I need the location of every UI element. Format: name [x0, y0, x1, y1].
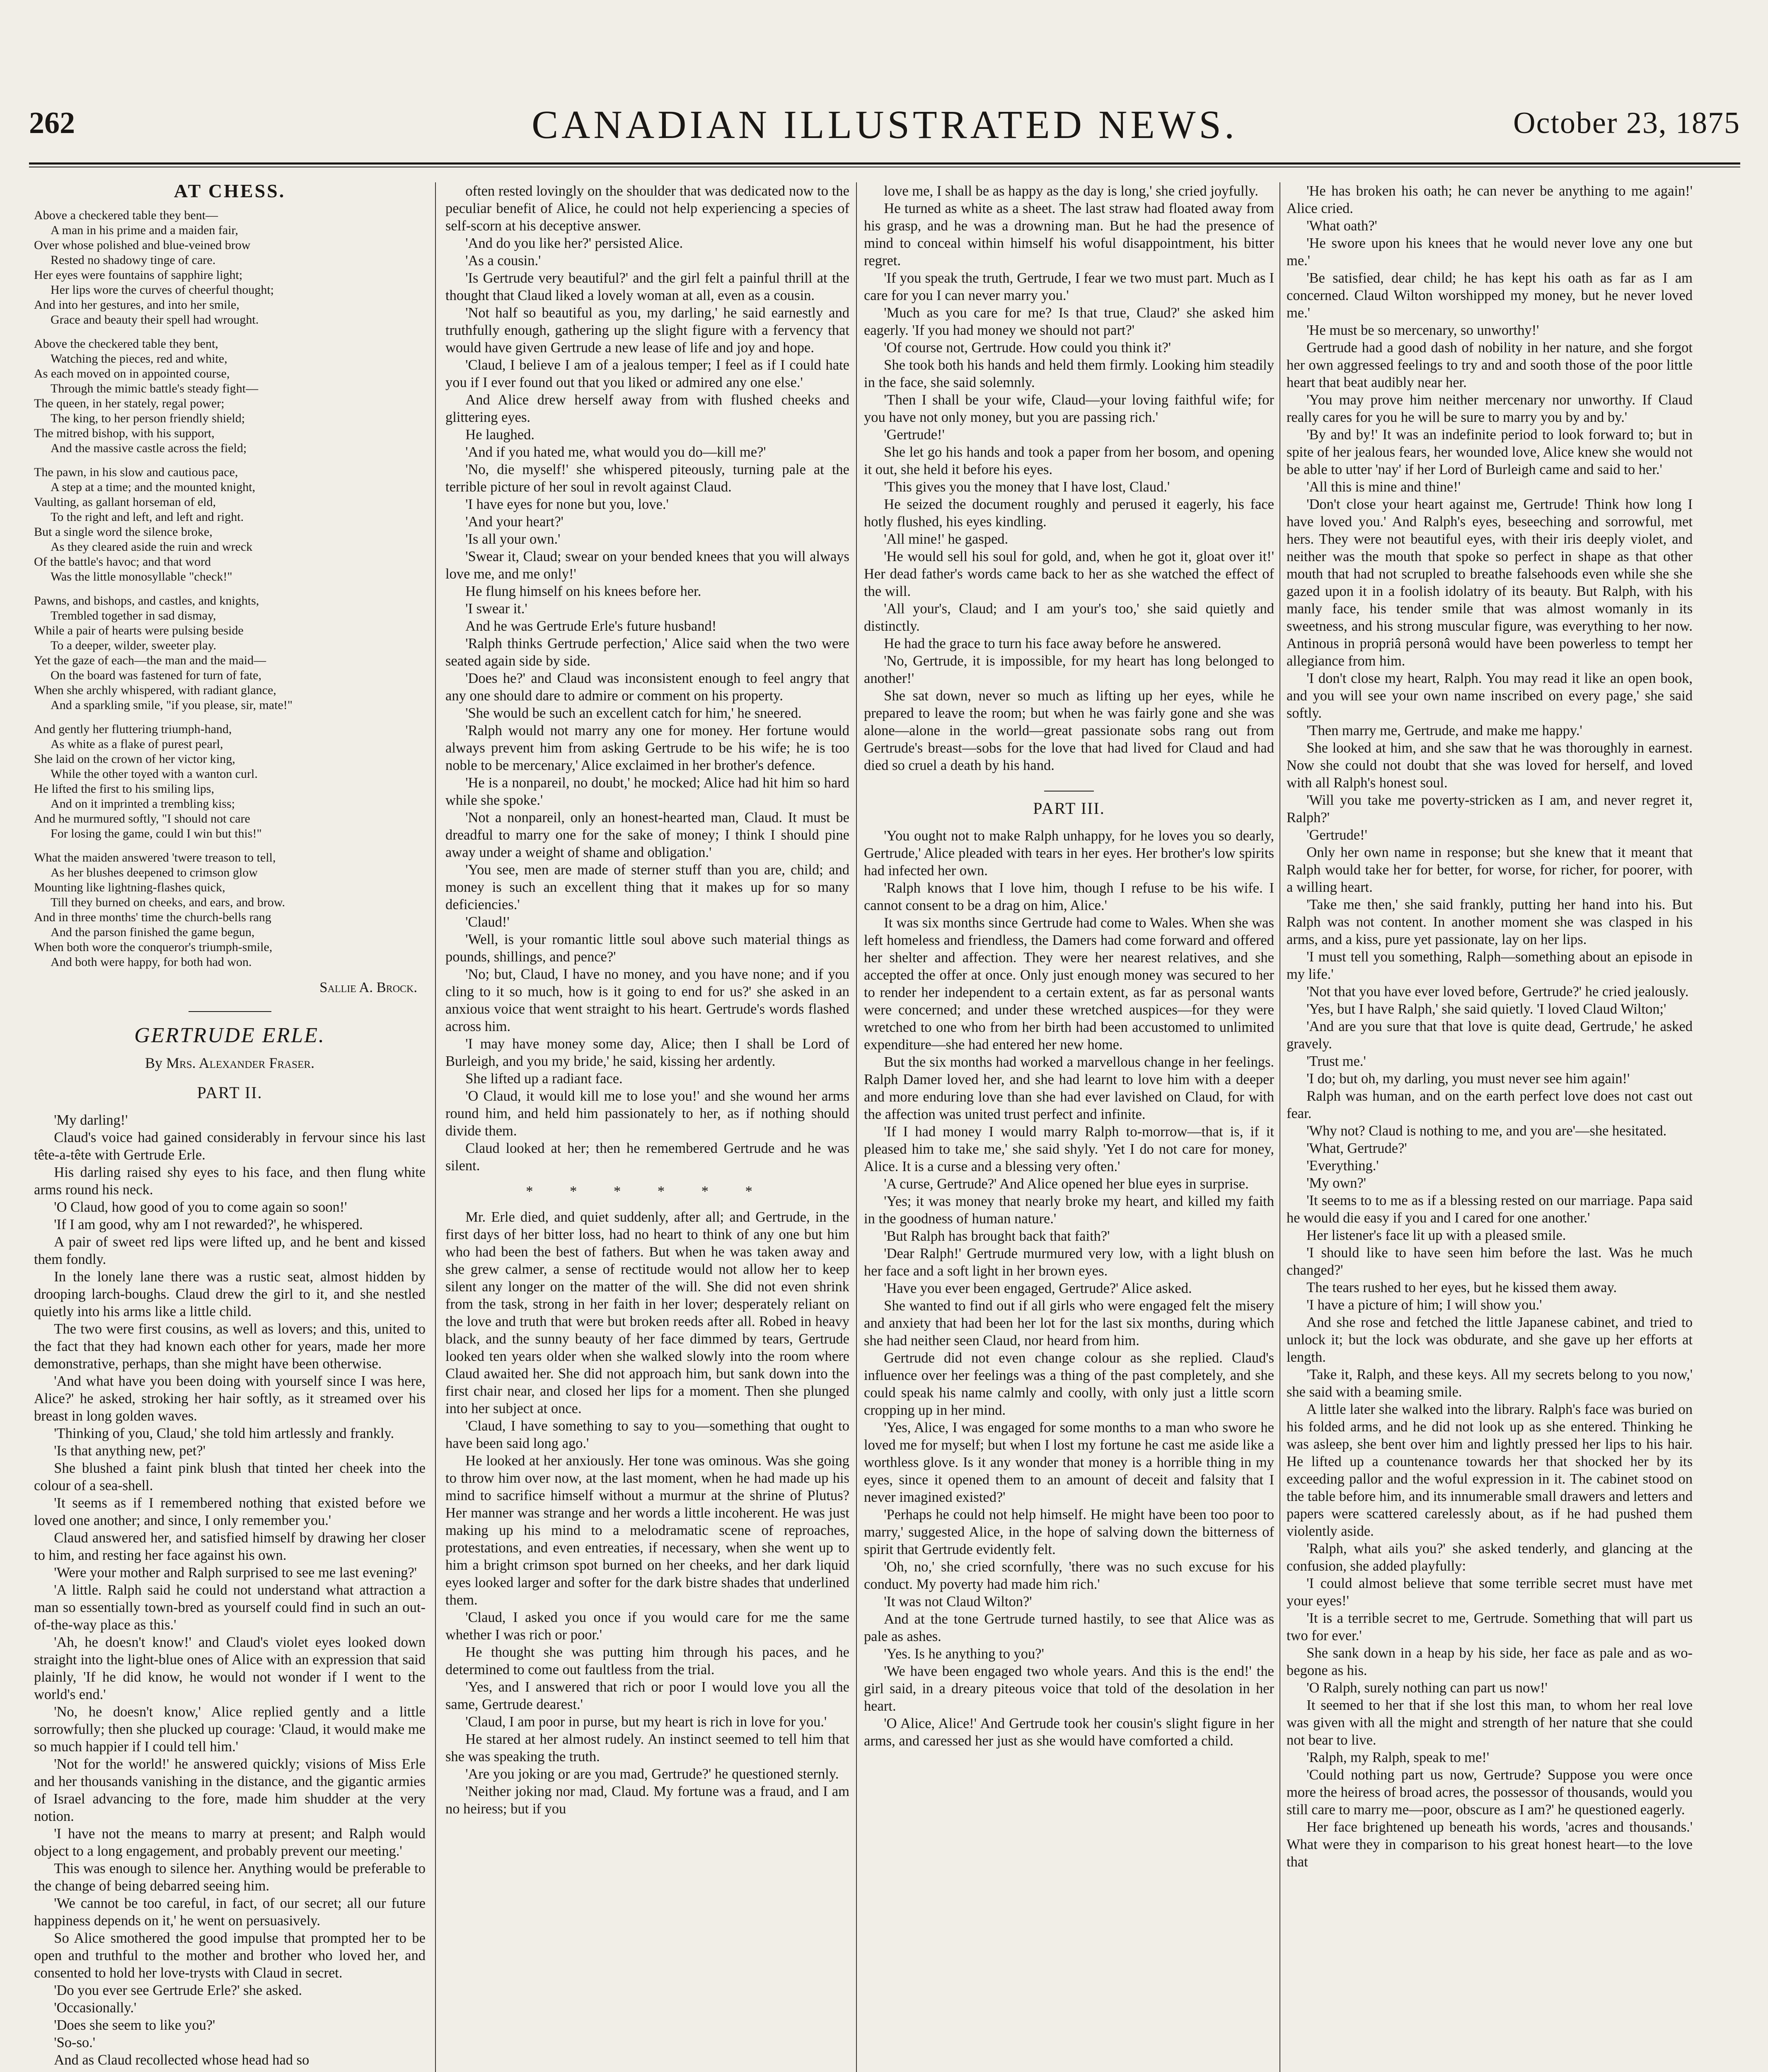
paragraph: 'Ralph thinks Gertrude perfection,' Alice said when the two were seated again side by side.: [445, 636, 849, 669]
paragraph: 'Ralph knows that I love him, though I refuse to be his wife. I cannot consent to be a drag on him, Alice.': [864, 880, 1274, 913]
poem-line: Grace and beauty their spell had wrought.: [51, 313, 259, 327]
paragraph: 'Ralph, my Ralph, speak to me!': [1306, 1750, 1490, 1765]
paragraph: But the six months had worked a marvellous change in her feelings. Ralph Damer loved her, and she had learnt to love him with a deeper and more enduring love than she had ever lavished on Claud, for with the affection was united trust perfect and infinite.: [864, 1054, 1274, 1122]
paragraph: 'O Alice, Alice!' And Gertrude took her cousin's slight figure in her arms, and caressed her just as she would have comforted a child.: [864, 1716, 1274, 1749]
poem-stanza: [34, 722, 426, 841]
paragraph: 'Were your mother and Ralph surprised to see me last evening?': [54, 1565, 417, 1581]
paragraph: 'He swore upon his knees that he would never love any one but me.': [1287, 235, 1693, 269]
poem-line: He lifted the first to his smiling lips,: [34, 782, 214, 796]
paragraph: 'I should like to have seen him before the last. Was he much changed?': [1287, 1245, 1693, 1278]
paragraph: 'Don't close your heart against me, Gertrude! Think how long I have loved you.' And Ralph's eyes, beseeching and sorrowful, met hers. They were not beautiful eyes, with their iris deeply violet, and neither was the mouth that spoke so perfect in shape as that other mouth that had not scrupled to breathe falsehoods even while she she gazed upon it in a foolish idolatry of its beauty. But Ralph, with his manly face, his tender smile that was almost womanly in its sweetness, and his strong muscular figure, was everything to her now. Antinous in propriâ personâ would have been powerless to tempt her allegiance from him.: [1287, 496, 1693, 669]
paragraph: 'I have eyes for none but you, love.': [465, 496, 669, 512]
paragraph: Gertrude did not even change colour as she replied. Claud's influence over her feelings was a thing of the past completely, and she could speak his name calmly and coolly, with only just a little scorn cropping up in her mind.: [864, 1350, 1274, 1418]
poem-line: While a pair of hearts were pulsing beside: [34, 624, 244, 637]
paragraph: 'I swear it.': [465, 601, 527, 617]
paragraph: He stared at her almost rudely. An instinct seemed to tell him that she was speaking the truth.: [445, 1731, 849, 1765]
paragraph: She lifted up a radiant face.: [465, 1071, 623, 1087]
paragraph: 'Yes; it was money that nearly broke my heart, and killed my faith in the goodness of human nature.': [864, 1193, 1274, 1227]
paragraph: 'Why not? Claud is nothing to me, and you are'—she hesitated.: [1306, 1123, 1667, 1139]
part-heading: PART II.: [197, 1083, 263, 1102]
paragraph: And Alice drew herself away from with flushed cheeks and glittering eyes.: [445, 392, 849, 425]
poem-line: While the other toyed with a wanton curl.: [51, 767, 258, 781]
paragraph: He flung himself on his knees before her.: [465, 583, 701, 599]
poem-line: The mitred bishop, with his support,: [34, 426, 215, 440]
paragraph: often rested lovingly on the shoulder that was dedicated now to the peculiar benefit of Alice, he could not help experiencing a species of self-scorn at his deceptive answer.: [445, 183, 849, 234]
paragraph: 'It seems to to me as if a blessing rested on our marriage. Papa said he would die easy if you and I cared for one another.': [1287, 1193, 1693, 1226]
paragraph: She wanted to find out if all girls who were engaged felt the misery and anxiety that had been her lot for the last six months, during which she had neither seen Claud, nor heard from him.: [864, 1298, 1274, 1348]
section-break: * * * * * *: [526, 1184, 769, 1199]
poem-line: Her eyes were fountains of sapphire light;: [34, 268, 243, 282]
paragraph: 'Dear Ralph!' Gertrude murmured very low, with a light blush on her face and a soft light in her brown eyes.: [864, 1246, 1274, 1279]
poem-line: As white as a flake of purest pearl,: [51, 737, 223, 751]
paragraph: 'It seems as if I remembered nothing that existed before we loved one another; and since, I only remember you.': [34, 1495, 426, 1528]
paragraph: 'He has broken his oath; he can never be anything to me again!' Alice cried.: [1287, 183, 1693, 216]
masthead: CANADIAN ILLUSTRATED NEWS.: [532, 102, 1238, 147]
paragraph: 'Does she seem to like you?': [54, 2017, 215, 2033]
column-3: [864, 182, 1274, 2072]
paragraph: She let go his hands and took a paper from her bosom, and opening it out, she held it before his eyes.: [864, 444, 1274, 477]
paragraph: 'I don't close my heart, Ralph. You may read it like an open book, and you will see your own name inscribed on every page,' she said softly.: [1287, 670, 1693, 721]
poem-line: Was the little monosyllable "check!": [51, 570, 232, 583]
paragraph: A little later she walked into the library. Ralph's face was buried on his folded arms, and he did not look up as she entered. Thinking he was asleep, she bent over him and lightly pressed her lips to his hair. He lifted up a countenance towards her that shocked her by its exceeding pallor and the woful expression in it. The cabinet stood on the table before him, and its innumerable small drawers and letters and papers were scattered carelessly about, as if he had pushed them violently aside.: [1287, 1402, 1693, 1539]
column-3-text: [864, 182, 1274, 774]
header-rule: [29, 162, 1740, 165]
section-divider: [189, 1011, 271, 1012]
paragraph: Ralph was human, and on the earth perfect love does not cast out fear.: [1287, 1088, 1693, 1121]
poem-stanza: [34, 593, 426, 713]
byline-author: Mrs. Alexander Fraser.: [166, 1055, 314, 1071]
story-title: GERTRUDE ERLE.: [134, 1024, 325, 1047]
paragraph: So Alice smothered the good impulse that prompted her to be open and truthful to the mother and brother who loved her, and consented to hold her love-trysts with Claud in secret.: [34, 1930, 426, 1981]
story-byline: [34, 1054, 426, 1072]
paragraph: 'Yes, but I have Ralph,' she said quietly. 'I loved Claud Wilton;': [1306, 1001, 1666, 1017]
paragraph: It was six months since Gertrude had come to Wales. When she was left homeless and friendless, the Damers had come forward and offered her shelter and affection. They were her nearest relatives, and she accepted the offer at once. Only just enough money was secured to her to render her independent to a certain extent, as far as personal wants were concerned; and under these wretched auspices—for they were wretched to one who from her birth had been accustomed to unlimited expenditure—she had entered her new home.: [864, 915, 1274, 1053]
paragraph: 'He must be so mercenary, so unworthy!': [1306, 322, 1539, 338]
poem-line: When both wore the conqueror's triumph-smile,: [34, 940, 273, 954]
paragraph: 'Swear it, Claud; swear on your bended knees that you will always love me, and me only!': [445, 549, 849, 582]
paragraph: His darling raised shy eyes to his face, and then flung white arms round his neck.: [34, 1164, 426, 1198]
poem-line: Over whose polished and blue-veined brow: [34, 238, 251, 252]
paragraph: 'Perhaps he could not help himself. He might have been too poor to marry,' suggested Alice, in the hope of salving down the bitterness of spirit that Gertrude evidently felt.: [864, 1507, 1274, 1557]
paragraph: 'And do you like her?' persisted Alice.: [465, 235, 683, 251]
poem-line: And in three months' time the church-bells rang: [34, 910, 271, 924]
poem-line: To a deeper, wilder, sweeter play.: [51, 639, 217, 652]
poem-line: Her lips wore the curves of cheerful thought;: [51, 283, 274, 297]
paragraph: 'No, Gertrude, it is impossible, for my heart has long belonged to another!': [864, 653, 1274, 686]
paragraph: 'It is a terrible secret to me, Gertrude. Something that will part us two for ever.': [1287, 1610, 1693, 1644]
paragraph: 'Claud, I asked you once if you would care for me the same whether I was rich or poor.': [445, 1610, 849, 1643]
paragraph: 'What, Gertrude?': [1306, 1140, 1407, 1156]
poem-line: And he murmured softly, "I should not care: [34, 812, 250, 825]
paragraph: 'Of course not, Gertrude. How could you think it?': [884, 340, 1171, 356]
paragraph: 'I could almost believe that some terrible secret must have met your eyes!': [1287, 1576, 1693, 1609]
column-2-text: [445, 182, 849, 1174]
paragraph: 'Does he?' and Claud was inconsistent enough to feel angry that any one should dare to admire or comment on his property.: [445, 670, 849, 704]
paragraph: This was enough to silence her. Anything would be preferable to the change of being debarred seeing him.: [34, 1861, 426, 1894]
poem-stanza: [34, 850, 426, 970]
paragraph: 'I do; but oh, my darling, you must never see him again!': [1306, 1071, 1630, 1087]
poem-line: What the maiden answered 'twere treason to tell,: [34, 851, 276, 864]
paragraph: 'What oath?': [1306, 218, 1377, 234]
column-divider: [1279, 182, 1280, 2072]
paragraph: He turned as white as a sheet. The last straw had floated away from his grasp, and he was a drowning man. But he had the presence of mind to conceal within himself his woful disappointment, his bitter regret.: [864, 201, 1274, 269]
byline-prefix: By: [145, 1055, 163, 1071]
poem-line: Above the checkered table they bent,: [34, 337, 218, 351]
paragraph: Claud answered her, and satisfied himself by drawing her closer to him, and resting her face against his own.: [34, 1530, 426, 1563]
poem-line: Watching the pieces, red and white,: [51, 352, 227, 366]
paragraph: love me, I shall be as happy as the day is long,' she cried joyfully.: [884, 183, 1258, 199]
paragraph: 'My darling!': [54, 1112, 128, 1128]
paragraph: And she rose and fetched the little Japanese cabinet, and tried to unlock it; but the lock was obdurate, and she gave up her efforts at length.: [1287, 1314, 1693, 1365]
poem-line: But a single word the silence broke,: [34, 525, 213, 539]
paragraph: And at the tone Gertrude turned hastily, to see that Alice was as pale as ashes.: [864, 1611, 1274, 1644]
paragraph: He had the grace to turn his face away before he answered.: [884, 636, 1221, 651]
paragraph: 'O Ralph, surely nothing can part us now!': [1306, 1680, 1548, 1696]
paragraph: 'If I had money I would marry Ralph to-morrow—that is, if it pleased him to take me,' she said shyly. 'Yet I do not care for money, Alice. It is a curse and a blessing very often.': [864, 1124, 1274, 1174]
poem-stanza: [34, 208, 426, 327]
paragraph: 'So-so.': [54, 2035, 95, 2050]
poem-line: She laid on the crown of her victor king,: [34, 752, 235, 766]
paragraph: He thought she was putting him through his paces, and he determined to come out faultless from the trial.: [445, 1644, 849, 1677]
paragraph: 'Not half so beautiful as you, my darling,' he said earnestly and truthfully enough, gathering up the slight figure with a fervency that would have given Gertrude a new lease of life and joy and hope.: [445, 305, 849, 356]
paragraph: 'Ralph would not marry any one for money. Her fortune would always prevent him from asking Gertrude to be his wife; he is too noble to be mercenary,' Alice exclaimed in her brother's defence.: [445, 723, 849, 773]
column-divider: [856, 182, 857, 2072]
paragraph: 'I may have money some day, Alice; then I shall be Lord of Burleigh, and you my bride,' he said, kissing her ardently.: [445, 1036, 849, 1069]
paragraph: She looked at him, and she saw that he was thoroughly in earnest. Now she could not doubt that she was loved for herself, and loved with all Ralph's honest soul.: [1287, 740, 1693, 791]
poem-line: And into her gestures, and into her smile,: [34, 298, 239, 312]
paragraph: 'If you speak the truth, Gertrude, I fear we two must part. Much as I care for you I can never marry you.': [864, 270, 1274, 303]
part-heading: PART III.: [1033, 799, 1105, 818]
paragraph: 'Trust me.': [1306, 1053, 1366, 1069]
paragraph: 'I must tell you something, Ralph—something about an episode in my life.': [1287, 949, 1693, 982]
column-1-text: [34, 1111, 426, 2069]
poem-line: Yet the gaze of each—the man and the maid—: [34, 654, 266, 667]
paragraph: She blushed a faint pink blush that tinted her cheek into the colour of a sea-shell.: [34, 1460, 426, 1493]
paragraph: Her listener's face lit up with a pleased smile.: [1306, 1227, 1566, 1243]
paragraph: 'And what have you been doing with yourself since I was here, Alice?' he asked, stroking her hair softly, as it streamed over his breast in long golden waves.: [34, 1373, 426, 1424]
column-2-text-continued: [445, 1208, 849, 1818]
poem-line: Mounting like lightning-flashes quick,: [34, 881, 225, 894]
poem-line: A step at a time; and the mounted knight,: [51, 480, 256, 494]
paragraph: 'Do you ever see Gertrude Erle?' she asked.: [54, 1982, 302, 1998]
paragraph: 'Well, is your romantic little soul above such material things as pounds, shillings, and pence?': [445, 932, 849, 965]
paragraph: 'All this is mine and thine!': [1306, 479, 1461, 495]
poem-line: As they cleared aside the ruin and wreck: [51, 540, 253, 554]
poem-line: A man in his prime and a maiden fair,: [51, 223, 238, 237]
paragraph: 'A curse, Gertrude?' And Alice opened her blue eyes in surprise.: [884, 1176, 1249, 1192]
paragraph: 'Ah, he doesn't know!' and Claud's violet eyes looked down straight into the light-blue ones of Alice with an expression that said plainly, 'If he did know, he would not wonder if I went to the world's end.': [34, 1634, 426, 1702]
poem-stanza: [34, 465, 426, 584]
paragraph: 'Take me then,' she said frankly, putting her hand into his. But Ralph was not content. In another moment she was clasped in his arms, and a kiss, pure yet passionate, lay on her lips.: [1287, 897, 1693, 947]
paragraph: Mr. Erle died, and quiet suddenly, after all; and Gertrude, in the first days of her bitter loss, had no heart to think of any one but him who had been the best of fathers. But when he was taken away and she grew calmer, a sense of rectitude would not allow her to keep silent any longer on the matter of the will. She did not even shrink from the task, strong in her faith in her lover; desperately reliant on the love and truth that were but broken reeds after all. Robed in heavy black, and the sunny beauty of her face dimmed by tears, Gertrude looked ten years older when she walked slowly into the room where Claud awaited her. She did not approach him, but sank down into the first chair near, and closed her lips for a moment. Then she plunged into her subject at once.: [445, 1209, 849, 1416]
poem-line: Of the battle's havoc; and that word: [34, 555, 211, 569]
paragraph: 'Much as you care for me? Is that true, Claud?' she asked him eagerly. 'If you had money we should not part?': [864, 305, 1274, 338]
poem-author: Sallie A. Brock.: [319, 980, 417, 995]
paragraph: 'Then marry me, Gertrude, and make me happy.': [1306, 723, 1582, 738]
paragraph: 'Occasionally.': [54, 2000, 137, 2016]
paragraph: 'Be satisfied, dear child; he has kept his oath as far as I am concerned. Claud Wilton worshipped my money, but he never loved me.': [1287, 270, 1693, 321]
paragraph: It seemed to her that if she lost this man, to whom her real love was given with all the might and strength of her nature that she could not bear to live.: [1287, 1697, 1693, 1748]
paragraph: 'You may prove him neither mercenary nor unworthy. If Claud really cares for you he will be sure to marry you by and by.': [1287, 392, 1693, 425]
paragraph: 'All your's, Claud; and I am your's too,' she said quietly and distinctly.: [864, 601, 1274, 634]
paragraph: 'If I am good, why am I not rewarded?', he whispered.: [54, 1217, 363, 1232]
page-header: [29, 102, 1740, 155]
poem-line: As her blushes deepened to crimson glow: [51, 866, 258, 879]
paragraph: He seized the document roughly and perused it eagerly, his face hotly flushed, his eyes kindling.: [864, 496, 1274, 530]
paragraph: Her face brightened up beneath his words, 'acres and thousands.' What were they in comparison to his great honest heart—to the love that: [1287, 1819, 1693, 1870]
paragraph: He laughed.: [465, 427, 535, 443]
paragraph: 'No, die myself!' she whispered piteously, turning pale at the terrible picture of her soul in revolt against Claud.: [445, 462, 849, 495]
poem-line: And the massive castle across the field;: [51, 441, 247, 455]
poem-line: Vaulting, as gallant horseman of eld,: [34, 495, 216, 509]
paragraph: 'She would be such an excellent catch for him,' he sneered.: [465, 705, 802, 721]
page-number: 262: [29, 106, 75, 140]
paragraph: 'Will you take me poverty-stricken as I am, and never regret it, Ralph?': [1287, 792, 1693, 825]
paragraph: 'He is a nonpareil, no doubt,' he mocked; Alice had hit him so hard while she spoke.': [445, 775, 849, 808]
poem-line: Pawns, and bishops, and castles, and knights,: [34, 594, 259, 608]
paragraph: 'Not for the world!' he answered quickly; visions of Miss Erle and her thousands vanishing in the distance, and the gigantic armies of Israel advancing to the fore, made him shudder at the very notion.: [34, 1756, 426, 1824]
poem-line: As each moved on in appointed course,: [34, 367, 230, 380]
poem-line: And on it imprinted a trembling kiss;: [51, 797, 235, 811]
paragraph: She sat down, never so much as lifting up her eyes, while he prepared to leave the room; but when he was fairly gone and she was alone—alone in the world—great passionate sobs rang out from Gertrude's breast—sobs for the love that had lived for Claud and had died so cruel a death by his hand.: [864, 688, 1274, 773]
paragraph: 'Not that you have ever loved before, Gertrude?' he cried jealously.: [1306, 984, 1689, 1000]
column-3-text-continued: [864, 827, 1274, 1750]
paragraph: 'Yes, Alice, I was engaged for some months to a man who swore he loved me for myself; but when I lost my fortune he cast me aside like a worthless glove. Is it any wonder that money is a horrible thing in my eyes, since it opened them to an amount of deceit and falsity that I never imagined existed?': [864, 1420, 1274, 1505]
paragraph: 'Ralph, what ails you?' she asked tenderly, and glancing at the confusion, she added playfully:: [1287, 1541, 1693, 1574]
paragraph: 'No, he doesn't know,' Alice replied gently and a little sorrowfully; then she plucked up courage: 'Claud, it would make me so much happier if I could tell him.': [34, 1704, 426, 1755]
paragraph: He looked at her anxiously. Her tone was ominous. Was she going to throw him over now, at the last moment, when he had made up his mind to sacrifice himself without a murmur at the shrine of Plutus? Her manner was strange and her words a little incoherent. He was just making up his mind to a melodramatic scene of reproaches, protestations, and even entreaties, if necessary, when she went up to him a bright crimson spot burned on her cheeks, and her dark liquid eyes looked larger and softer for the dark bistre shades that underlined them.: [445, 1453, 849, 1608]
paragraph: 'This gives you the money that I have lost, Claud.': [884, 479, 1170, 495]
paragraph: The two were first cousins, as well as lovers; and this, united to the fact that they had known each other for years, made her more demonstrative, perhaps, than she might have been otherwise.: [34, 1321, 426, 1372]
paragraph: 'O Claud, how good of you to come again so soon!': [54, 1199, 347, 1215]
paragraph: 'We cannot be too careful, in fact, of our secret; all our future happiness depends on it,' he went on persuasively.: [34, 1895, 426, 1929]
paragraph: 'And if you hated me, what would you do—kill me?': [465, 444, 766, 460]
paragraph: 'Claud!': [465, 914, 510, 930]
paragraph: 'I have a picture of him; I will show you.': [1306, 1297, 1542, 1313]
paragraph: 'O Claud, it would kill me to lose you!' and she wound her arms round him, and held him passionately to her, as if nothing should divide them.: [445, 1088, 849, 1139]
paragraph: 'But Ralph has brought back that faith?': [884, 1228, 1110, 1244]
paragraph: 'We have been engaged two whole years. And this is the end!' the girl said, in a dreary piteous voice that told of the desolation in her heart.: [864, 1663, 1274, 1714]
poem-line: The pawn, in his slow and cautious pace,: [34, 465, 238, 479]
paragraph: 'Is that anything new, pet?': [54, 1443, 206, 1459]
paragraph: 'As a cousin.': [465, 253, 541, 269]
paragraph: Gertrude had a good dash of nobility in her nature, and she forgot her own aggressed feelings to try and and sooth those of the poor little heart that beat audibly near her.: [1287, 340, 1693, 390]
paragraph: 'A little. Ralph said he could not understand what attraction a man so essentially town-bred as yourself could find in such an out-of-the-way place as this.': [34, 1582, 426, 1633]
paragraph: Only her own name in response; but she knew that it meant that Ralph would take her for better, for worse, for richer, for poorer, with a willing heart.: [1287, 845, 1693, 895]
poem-line: And a sparkling smile, "if you please, sir, mate!": [51, 698, 293, 712]
paragraph: 'Gertrude!': [1306, 827, 1367, 843]
paragraph: 'Neither joking nor mad, Claud. My fortune was a fraud, and I am no heiress; but if you: [445, 1784, 849, 1817]
paragraph: 'Have you ever been engaged, Gertrude?' Alice asked.: [884, 1280, 1192, 1296]
paragraph: She took both his hands and held them firmly. Looking him steadily in the face, she said solemnly.: [864, 357, 1274, 390]
poem-line: Trembled together in sad dismay,: [51, 609, 216, 622]
paragraph: 'I have not the means to marry at present; and Ralph would object to a long engagement, and probably prevent our meeting.': [34, 1826, 426, 1859]
paragraph: 'You ought not to make Ralph unhappy, for he loves you so dearly, Gertrude,' Alice pleaded with tears in her eyes. Her brother's low spirits had infected her own.: [864, 828, 1274, 879]
paragraph: 'Claud, I am poor in purse, but my heart is rich in love for you.': [465, 1714, 827, 1730]
poem-line: Rested no shadowy tinge of care.: [51, 253, 216, 267]
paragraph: 'Are you joking or are you mad, Gertrude?' he questioned sternly.: [465, 1766, 839, 1782]
column-divider: [435, 182, 436, 2072]
paragraph: 'Thinking of you, Claud,' she told him artlessly and frankly.: [54, 1426, 394, 1441]
paragraph: In the lonely lane there was a rustic seat, almost hidden by drooping larch-boughs. Claud drew the girl to it, and she nestled quietly into his arms like a little child.: [34, 1269, 426, 1319]
paragraph: 'Could nothing part us now, Gertrude? Suppose you were once more the heiress of broad acres, the possessor of thousands, would you still care to marry me—poor, obscure as I am?' he questioned eagerly.: [1287, 1767, 1693, 1818]
paragraph: 'Yes, and I answered that rich or poor I would love you all the same, Gertrude dearest.': [445, 1679, 849, 1712]
section-divider: [1044, 791, 1094, 792]
paragraph: 'He would sell his soul for gold, and, when he got it, gloat over it!' Her dead father's words came back to her as she watched the effect of the will.: [864, 549, 1274, 599]
poem-line: The king, to her person friendly shield;: [51, 411, 245, 425]
poem-line: Till they burned on cheeks, and ears, and brow.: [51, 896, 285, 909]
paragraph: 'And are you sure that that love is quite dead, Gertrude,' he asked gravely.: [1287, 1019, 1693, 1052]
paragraph: 'Claud, I believe I am of a jealous temper; I feel as if I could hate you if I ever found out that you liked or admired any one else.': [445, 357, 849, 390]
poem-line: Above a checkered table they bent—: [34, 208, 218, 222]
column-4: [1287, 182, 1693, 2072]
paragraph: 'Yes. Is he anything to you?': [884, 1646, 1044, 1662]
poem-body: [34, 208, 426, 970]
paragraph: 'My own?': [1306, 1175, 1367, 1191]
poem-line: And both were happy, for both had won.: [51, 955, 252, 969]
paragraph: And as Claud recollected whose head had so: [54, 2052, 310, 2068]
poem-line: When she archly whispered, with radiant glance,: [34, 683, 276, 697]
poem-title: AT CHESS.: [174, 182, 286, 201]
paragraph: 'Take it, Ralph, and these keys. All my secrets belong to you now,' she said with a beaming smile.: [1287, 1367, 1693, 1400]
poem-line: For losing the game, could I win but this!": [51, 827, 262, 840]
issue-date: October 23, 1875: [1513, 106, 1740, 140]
paragraph: 'All mine!' he gasped.: [884, 531, 1009, 547]
paragraph: 'And your heart?': [465, 514, 564, 530]
paragraph: 'It was not Claud Wilton?': [884, 1594, 1032, 1610]
poem-line: To the right and left, and left and right.: [51, 510, 244, 524]
paragraph: 'Then I shall be your wife, Claud—your loving faithful wife; for you have not only money, but you are passing rich.': [864, 392, 1274, 425]
poem-line: The queen, in her stately, regal power;: [34, 397, 225, 410]
column-2: [445, 182, 849, 2072]
poem-line: Through the mimic battle's steady fight—: [51, 382, 259, 395]
paragraph: The tears rushed to her eyes, but he kissed them away.: [1306, 1280, 1617, 1295]
paragraph: 'Claud, I have something to say to you—something that ought to have been said long ago.': [445, 1418, 849, 1451]
paragraph: 'Everything.': [1306, 1158, 1379, 1174]
paragraph: 'Oh, no,' she cried scornfully, 'there was no such excuse for his conduct. My poverty had made him rich.': [864, 1559, 1274, 1592]
paragraph: 'Not a nonpareil, only an honest-hearted man, Claud. It must be dreadful to marry one for the sake of money; I think I should pine away under a weight of shame and obligation.': [445, 810, 849, 860]
paragraph: 'No; but, Claud, I have no money, and you have none; and if you cling to it so much, how is it going to end for us?' she asked in an anxious voice that went straight to his heart. Gertrude's words flashed across him.: [445, 966, 849, 1034]
poem-stanza: [34, 336, 426, 456]
paragraph: Claud looked at her; then he remembered Gertrude and he was silent.: [445, 1140, 849, 1174]
paragraph: And he was Gertrude Erle's future husband!: [465, 618, 717, 634]
paragraph: She sank down in a heap by his side, her face as pale and as wo-begone as his.: [1287, 1645, 1693, 1678]
column-1: [34, 182, 426, 2072]
paragraph: 'Is Gertrude very beautiful?' and the girl felt a painful thrill at the thought that Claud liked a lovely woman at all, even as a cousin.: [445, 270, 849, 303]
paragraph: 'Is all your own.': [465, 531, 561, 547]
poem-line: On the board was fastened for turn of fate,: [51, 668, 261, 682]
paragraph: A pair of sweet red lips were lifted up, and he bent and kissed them fondly.: [34, 1234, 426, 1267]
paragraph: 'By and by!' It was an indefinite period to look forward to; but in spite of her jealous fears, her wounded love, Alice knew she would not be able to utter 'nay' if her Lord of Burleigh came and said to her.': [1287, 427, 1693, 477]
column-4-text: [1287, 182, 1693, 1871]
poem-line: And the parson finished the game begun,: [51, 925, 255, 939]
poem-line: And gently her fluttering triumph-hand,: [34, 722, 232, 736]
paragraph: Claud's voice had gained considerably in fervour since his last tête-a-tête with Gertrude Erle.: [34, 1130, 426, 1163]
paragraph: 'Gertrude!': [884, 427, 945, 443]
paragraph: 'You see, men are made of sterner stuff than you are, child; and money is such an excellent thing that it makes up for so many deficiencies.': [445, 862, 849, 913]
